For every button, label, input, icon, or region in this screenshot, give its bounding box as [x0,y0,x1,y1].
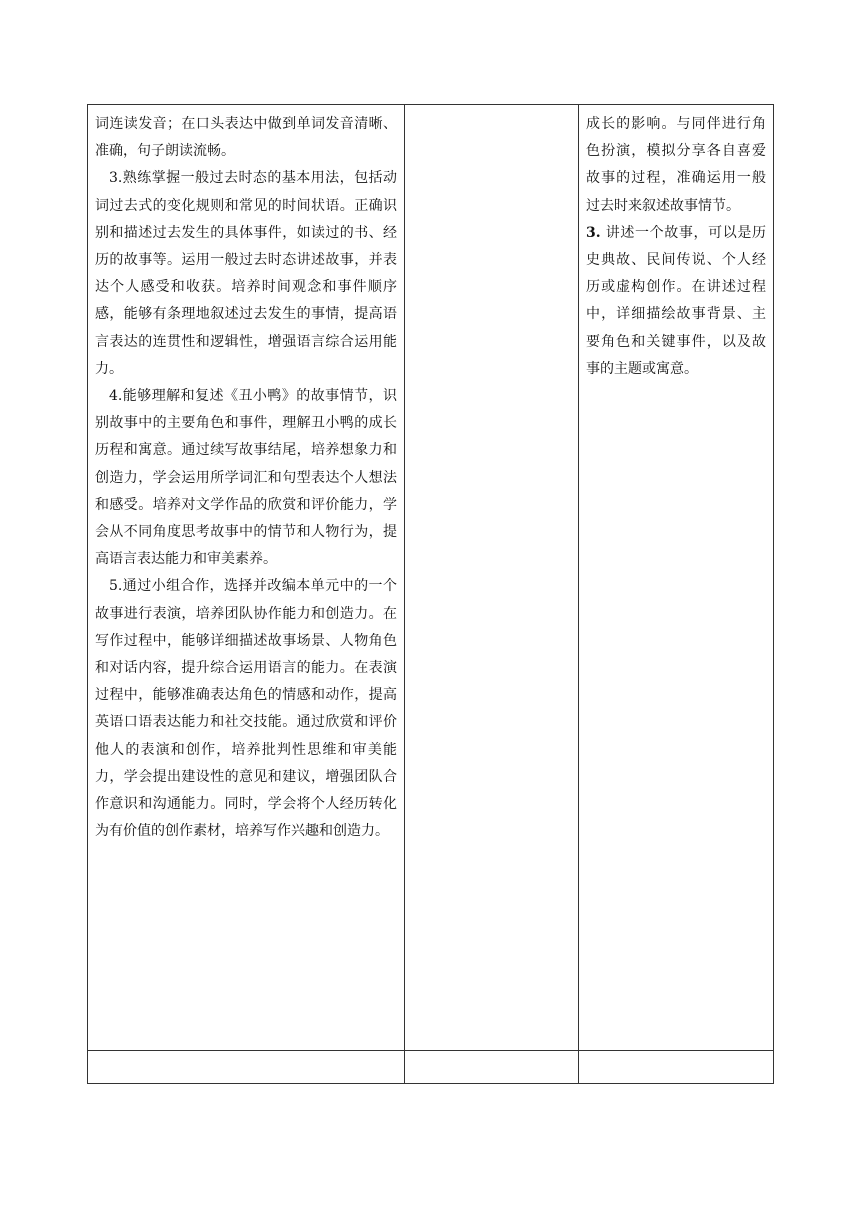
content-table [87,104,774,1084]
paragraph: 4.能够理解和复述《丑小鸭》的故事情节，识别故事中的主要角色和事件，理解丑小鸭的成长历程和寓意。通过续写故事结尾，培养想象力和创造力，学会运用所学词汇和句型表达个人想法和感受。培养对文学作品的欣赏和评价能力，学会从不同角度思考故事中的情节和人物行为，提高语言表达能力和审美素养。 [95,388,397,568]
paragraph-text: 讲述一个故事，可以是历史典故、民间传说、个人经历或虚构创作。在讲述过程中，详细描绘故事背景、主要角色和关键事件，以及故事的主题或寓意。 [586,224,766,377]
table-cell-empty [405,105,579,1051]
paragraph-number: 3. [586,224,601,241]
table-cell-empty [579,1051,774,1084]
table-cell-empty [88,1051,405,1084]
paragraph-text: 成长的影响。与同伴进行角色扮演，模拟分享各自喜爱故事的过程，准确运用一般过去时来叙述故事情节。 [586,116,766,214]
paragraph [586,111,766,220]
table-cell-activities [579,105,774,1051]
paragraph: 5.通过小组合作，选择并改编本单元中的一个故事进行表演，培养团队协作能力和创造力。在写作过程中，能够详细描述故事场景、人物角色和对话内容，提升综合运用语言的能力。在表演过程中，能够准确表达角色的情感和动作，提高英语口语表达能力和社交技能。通过欣赏和评价他人的表演和创作，培养批判性思维和审美能力，学会提出建设性的意见和建议，增强团队合作意识和沟通能力。同时，学会将个人经历转化为有价值的创作素材，培养写作兴趣和创造力。 [95,578,397,840]
paragraph [586,220,766,383]
table-row-empty [88,1051,774,1084]
table-cell-empty [405,1051,579,1084]
table-row [88,105,774,1051]
paragraph: 词连读发音；在口头表达中做到单词发音清晰、准确，句子朗读流畅。 [95,116,397,160]
paragraph: 3.熟练掌握一般过去时态的基本用法，包括动词过去式的变化规则和常见的时间状语。正确识别和描述过去发生的具体事件，如读过的书、经历的故事等。运用一般过去时态讲述故事，并表达个人感受和收获。培养时间观念和事件顺序感，能够有条理地叙述过去发生的事情，提高语言表达的连贯性和逻辑性，增强语言综合运用能力。 [95,170,397,377]
table-cell-objectives [88,105,405,1051]
